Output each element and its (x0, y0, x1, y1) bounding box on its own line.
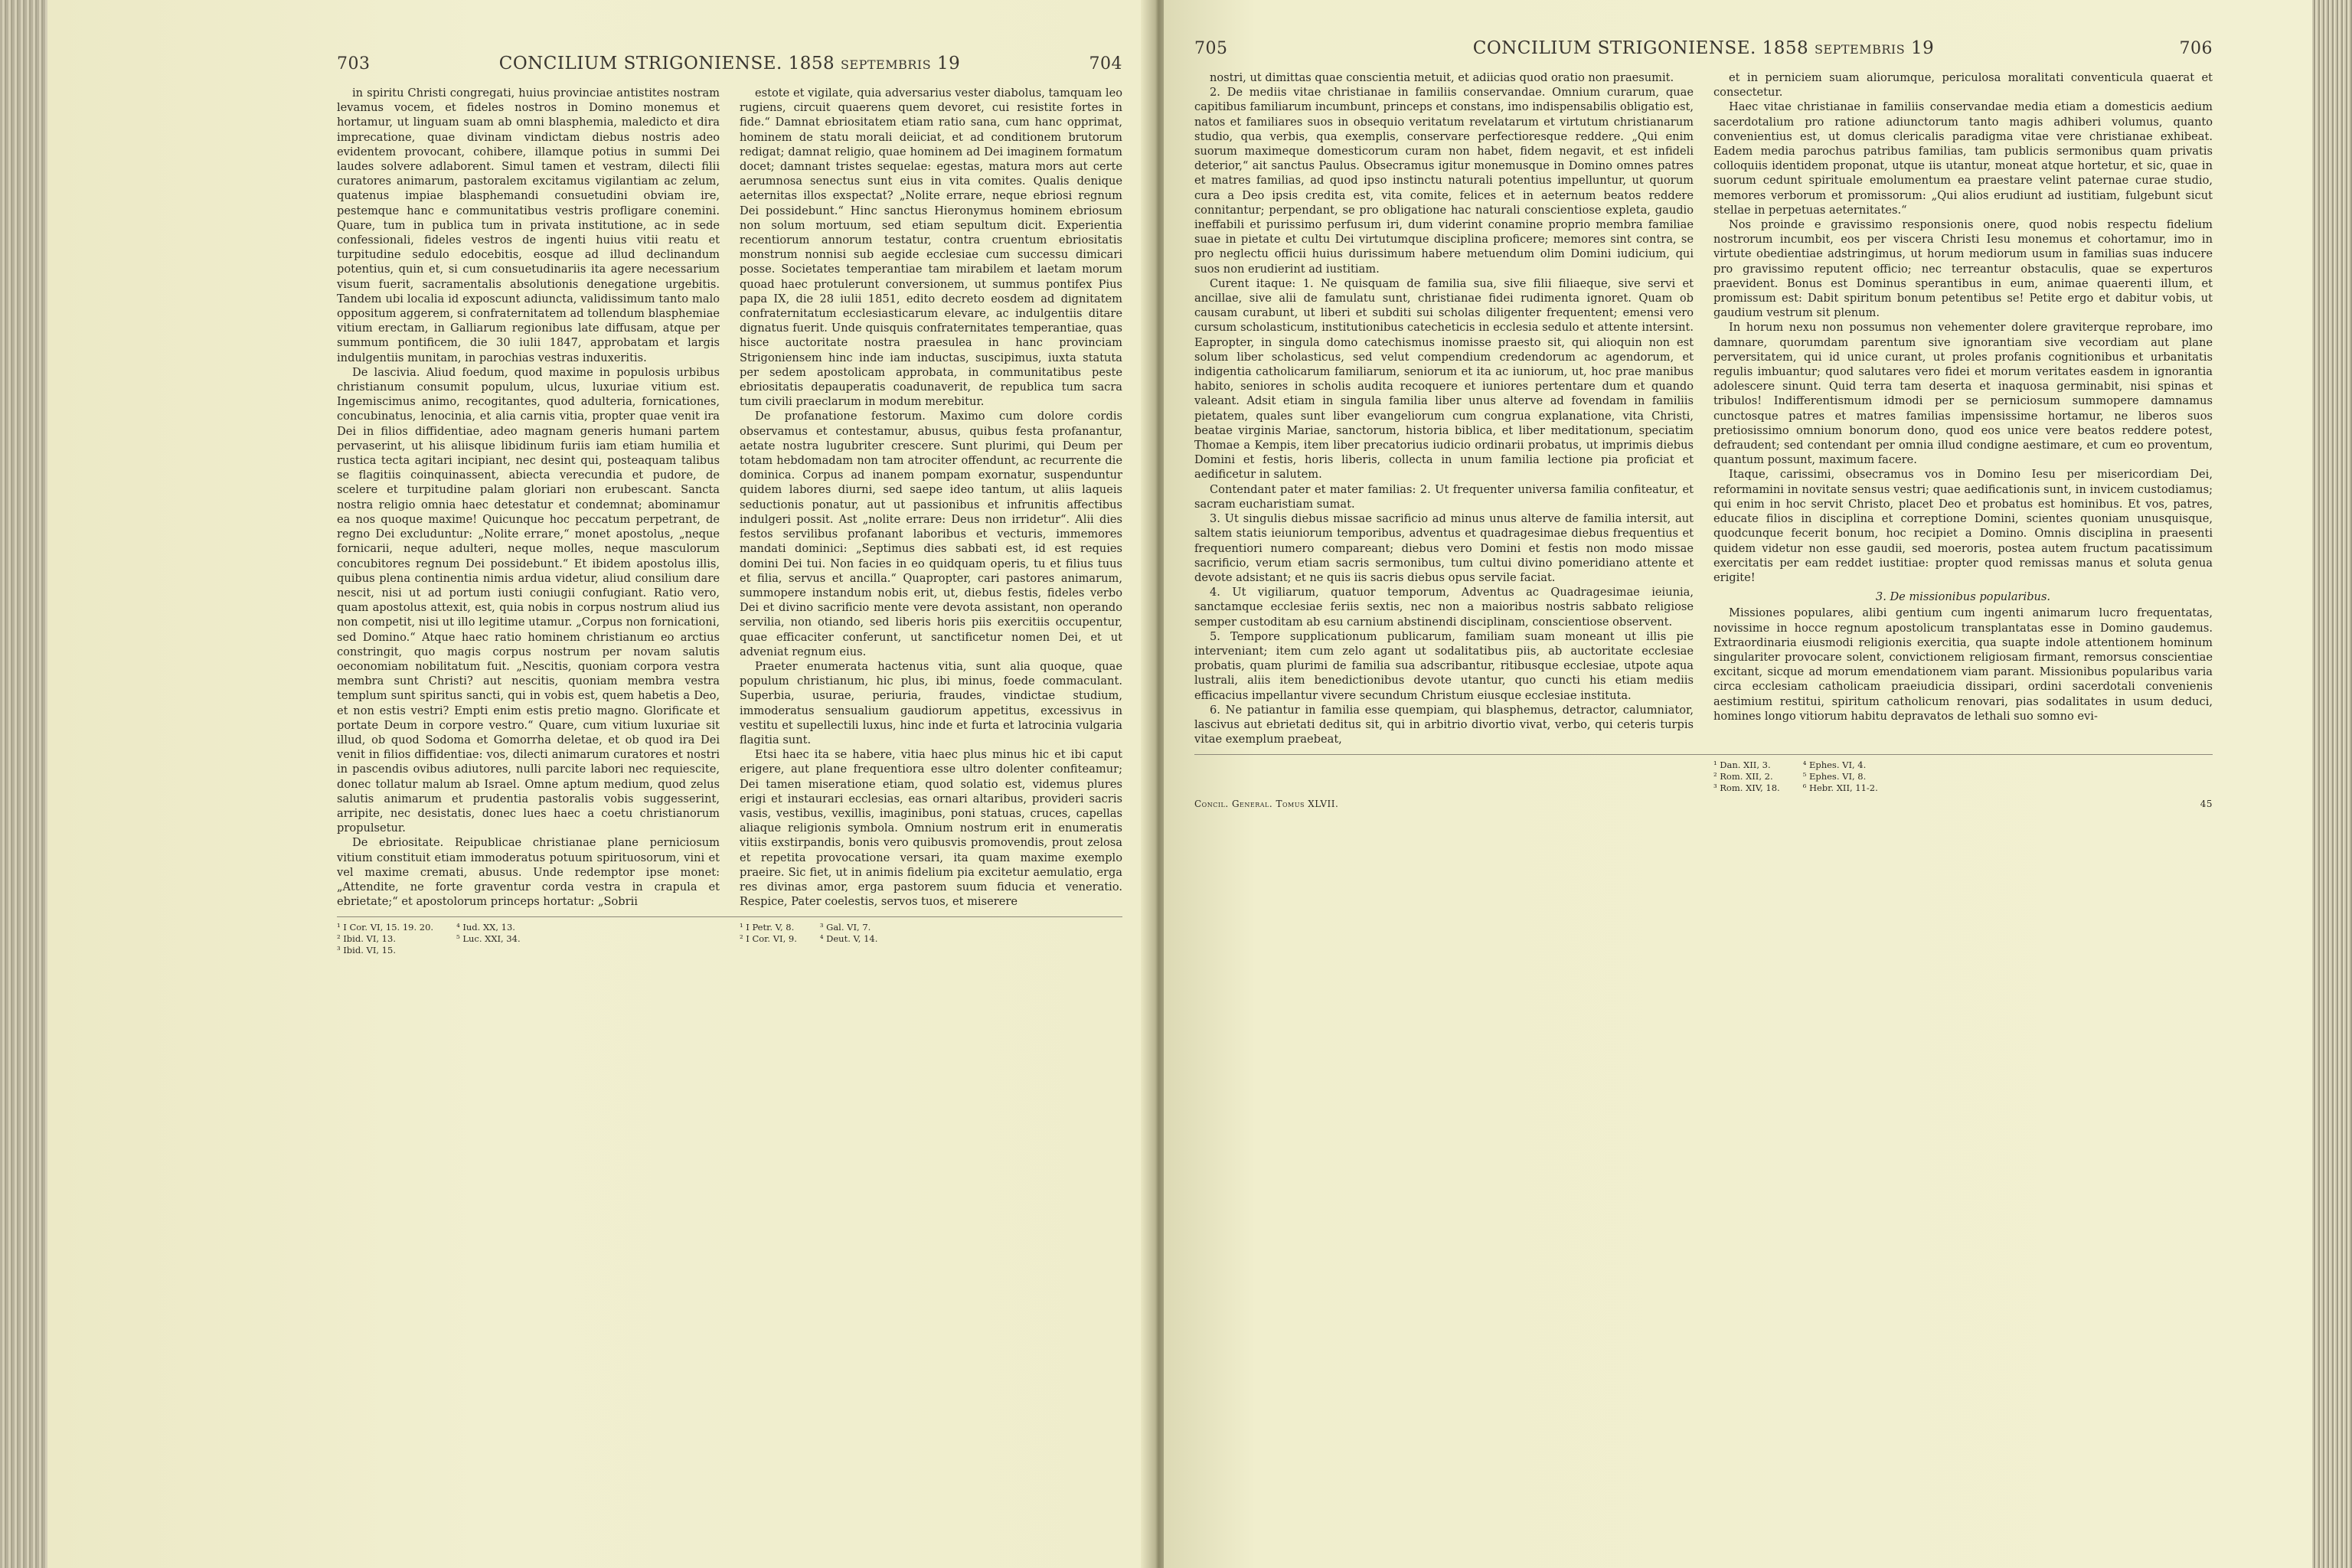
paragraph: Itaque, carissimi, obsecramus vos in Domino Iesu per misericordiam Dei, reformamini in novitate sensus vestri; quae aedificationis sunt, in invicem custodiamus; qui enim in hoc servit Christo, placet Deo et probatus est hominibus. Et vos, patres, educate filios in disciplina et correptione Domini, scientes quoniam unusquisque, quodcunque fecerit bonum, hoc recipiet a Domino. Omnis disciplina in praesenti quidem videtur non esse gaudii, sed moeroris, postea autem fructum pacatissimum exercitatis per eam reddet iustitiae: propter quod remissas manus et soluta genua erigite! (1713, 468, 2213, 584)
paragraph: 2. De mediis vitae christianae in familiis conservandae. Omnium curarum, quae capitibus familiarum incumbunt, princeps et constans, imo indispensabilis obligatio est, natos et familiares suos in obsequio veritatum revelatarum et virtutum christianarum studio, qua verbis, qua exemplis, conservare perfectioresque reddere. „Qui enim suorum maximeque domesticorum curam non habet, fidem negavit, et est infideli deterior,“ ait sanctus Paulus. Obsecramus igitur monemusque in Domino omnes patres et matres familias, ad quod ipso instinctu naturali potentius impelluntur, ut quorum cura a Deo ipsis credita est, vita comite, felices et in aeternum beatos reddere connitantur; perpendant, se pro obligatione hac naturali conscientiose expleta, gaudio ineffabili et purissimo perfusum iri, dum viderint conamine proprio membra familiae suae in pietate et cultu Dei virtutumque disciplina proficere; memores sint contra, se pro neglectu officii huius durissimum habere metuendum olim Domini iudicium, qui suos non erudierint ad iustitiam. (1194, 86, 1694, 276)
footnote-list (820, 922, 878, 956)
column-703 (337, 86, 720, 909)
footnote-list (1713, 760, 1780, 794)
footnote: ⁵ Luc. XXI, 34. (456, 933, 521, 945)
footnotes-left (337, 916, 1122, 956)
footnotes-right (1194, 754, 2213, 794)
paragraph: in spiritu Christi congregati, huius provinciae antistites nostram levamus vocem, et fideles nostros in Domino monemus et hortamur, ut linguam suam ab omni blasphemia, maledicto et dira imprecatione, quae divinam vindictam diebus nostris adeo evidentem provocant, cohibere, illamque potius in summi Dei laudes solvere adlaborent. Simul tamen et vestram, dilecti filii curatores animarum, pastoralem excitamus vigilantiam ac zelum, quatenus impiae blasphemandi consuetudini obviam ire, pestemque hanc e communitatibus vestris profligare conemini. Quare, tum in publica tum in privata institutione, ac in sede confessionali, fideles vestros de ingenti huius vitii reatu et turpitudine sedulo edocebitis, eosque ad illud declinandum potentius, quin et, si cum consuetudinariis ita agere necessarium visum fuerit, sacramentalis absolutionis denegatione urgebitis. Tandem ubi localia id exposcunt adiuncta, validissimum tanto malo oppositum aggerem, si confraternitatem ad tollendum blasphemiae vitium erectam, in Galliarum regionibus late diffusam, atque per summum pontificem, die 30 iulii 1847, approbatam et largis indulgentiis munitam, in parochias vestras induxeritis. (337, 87, 720, 364)
paragraph: 4. Ut vigiliarum, quatuor temporum, Adventus ac Quadragesimae ieiunia, sanctamque ecclesiae feriis sextis, nec non a maioribus nostris sabbato religiose semper custoditam ab esu carnium abstinendi disciplinam, conscientiose observent. (1194, 586, 1694, 629)
signature-mark: Concil. General. Tomus XLVII. (1194, 799, 1339, 810)
footnote-list (456, 922, 521, 956)
paragraph: De ebriositate. Reipublicae christianae plane perniciosum vitium constituit etiam immoderatus potuum spirituosorum, vini et vel maxime cremati, abusus. Unde redemptor ipse monet: „Attendite, ne forte graventur corda vestra in crapula et ebrietate;“ et apostolorum princeps hortatur: „Sobrii (337, 836, 720, 909)
running-title: CONCILIUM STRIGONIENSE. 1858 septembris 19 (1472, 38, 1935, 58)
column-705 (1194, 70, 1694, 746)
left-page (47, 0, 1150, 1568)
paragraph: Nos proinde e gravissimo responsionis onere, quod nobis respectu fidelium nostrorum incumbit, eos per viscera Christi Iesu monemus et cohortamur, imo in virtute obedientiae adstringimus, ut horum mediorum usum in familias suas inducere pro gravissimo reputent officio; nec terreantur obstaculis, quae se experturos praevident. Bonus est Dominus sperantibus in eum, animae quaerenti illum, et promissum est: Dabit spiritum bonum petentibus se! Petite ergo et dabitur vobis, ut gaudium vestrum sit plenum. (1713, 218, 2213, 320)
section-heading: 3. De missionibus popularibus. (1875, 590, 2051, 604)
footnote: ² I Cor. VI, 9. (740, 933, 797, 945)
column-704 (740, 86, 1122, 909)
paragraph: nostri, ut dimittas quae conscientia metuit, et adiicias quod oratio non praesumit. (1210, 71, 1674, 84)
footnote: ³ Gal. VI, 7. (819, 922, 871, 933)
paragraph: 3. Ut singulis diebus missae sacrificio ad minus unus alterve de familia intersit, aut saltem statis ieiuniorum temporibus, adventus et quadragesimae diebus frequentius et frequentiori numero compareant; diebus vero Domini et festis non modo missae sacrificio, verum etiam sacris sermonibus, tum cultui divino pomeridiano attente et devote adsistant; et ne quis iis sacris diebus opus servile faciat. (1194, 512, 1694, 584)
paragraph: Curent itaque: 1. Ne quisquam de familia sua, sive filii filiaeque, sive servi et ancillae, sive alii de famulatu sunt, christianae fidei rudimenta ignoret. Quam ob causam curabunt, ut liberi et subditi sui scholas diligenter frequentent; emensi vero cursum scholasticum, institutionibus catecheticis in ecclesia sedulo et attente intersint. Eapropter, in singula domo catechismus inomisse praesto sit, qui alioquin non est solum liber scholasticus, sed velut compendium credendorum ac agendorum, et indigentia catholicarum familiarum, seniorum et ita ac iuniorum, ut, hoc prae manibus habito, seniores in scholis audita recoquere et iuniores pertentare dum et quando valeant. Adsit etiam in singula familia liber unus alterve ad fovendam in familiis pietatem, quales sunt liber evangeliorum cum congrua explanatione, vita Christi, beatae virginis Mariae, sanctorum, historia biblica, et liber meditationum, speciatim Thomae a Kempis, item liber precatorius iudicio ordinarii probatus, ut imprimis diebus Domini et festis, horis liberis, collecta in unum familia lectione pia proficiat et aedificetur in salutem. (1194, 276, 1694, 482)
footnote: ⁵ Ephes. VI, 8. (1802, 771, 1867, 782)
running-head-left (337, 54, 1122, 74)
page-number-705: 705 (1194, 39, 1228, 58)
column-706 (1713, 70, 2213, 746)
footnote: ³ Rom. XIV, 18. (1713, 782, 1780, 794)
page-number-704: 704 (1089, 54, 1122, 74)
page-number-706: 706 (2179, 39, 2213, 58)
running-head-right (1194, 38, 2213, 58)
footnote: ³ Ibid. VI, 15. (337, 945, 396, 956)
paragraph: 6. Ne patiantur in familia esse quempiam, qui blasphemus, detractor, calumniator, lascivus aut ebrietati deditus sit, qui in arbitrio divortio vivat, verbo, qui ceteris turpis vitae exemplum praebeat, (1194, 703, 1694, 746)
footnote-list (740, 922, 797, 956)
paragraph: estote et vigilate, quia adversarius vester diabolus, tamquam leo rugiens, circuit quaerens quem devoret, cui resistite fortes in fide.“ Damnat ebriositatem etiam ratio sana, cum hanc opprimat, hominem de statu morali deiiciat, et ad conditionem brutorum redigat; damnat religio, quae hominem ad Dei imaginem formatum docet; damnant tristes sequelae: egestas, matura mors aut certe aerumnosa senectus sunt eius in vita comites. Qualis denique aeternitas illos exspectat? „Nolite errare, neque ebriosi regnum Dei possidebunt.“ Hinc sanctus Hieronymus hominem ebriosum non solum mortuum, sed etiam sepultum dicit. Experientia recentiorum annorum testatur, contra cruentum ebriositatis monstrum nonnisi sub aegide ecclesiae cum successu dimicari posse. Societates temperantiae tam mirabilem et laetam morum quoad haec protulerunt conversionem, ut summus pontifex Pius papa IX, die 28 iulii 1851, edito decreto eosdem ad dignitatem confraternitatum ecclesiasticarum elevare, ac indulgentiis ditare dignatus fuerit. Unde quisquis confraternitates temperantiae, quas hisce auctoritate nostra praesulea in hanc provinciam Strigoniensem hinc inde iam inductas, suscipimus, iuxta statuta per sedem apostolicam approbata, in communitatibus peste ebriositatis depauperatis coadunaverit, de republica tum sacra tum civili praeclarum in modum merebitur. (740, 87, 1122, 409)
paragraph: De profanatione festorum. Maximo cum dolore cordis observamus et contestamur, abusus, quibus festa profanantur, aetate nostra lugubriter crescere. Sunt plurimi, qui Deum per totam hebdomadam non tam atrociter offendunt, ac recurrente die dominica. Corpus ad inanem pompam exornatur, suspenduntur quidem labores diurni, sed saepe ideo tantum, ut aliis laqueis seductionis ponatur, aut ut passionibus et infrunitis affectibus indulgeri possit. Ast „nolite errare: Deus non irridetur“. Alii dies festos servilibus profanant laboribus et vecturis, immemores mandati dominici: „Septimus dies sabbati est, id est requies domini Dei tui. Non facies in eo quidquam operis, tu et filius tuus et filia, servus et ancilla.“ Quapropter, cari pastores animarum, summopere instandum nobis erit, ut, diebus festis, fideles verbo Dei et divino sacrificio mente vere devota assistant, non operando servilia, non otiando, sed liberis horis piis exercitiis occupentur, quae efficaciter conferunt, ut sanctificetur nomen Dei, et ut adveniat regnum eius. (740, 410, 1122, 658)
running-title: CONCILIUM STRIGONIENSE. 1858 septembris 19 (498, 54, 961, 74)
footnote: ⁶ Hebr. XII, 11-2. (1802, 782, 1878, 794)
paragraph: et in perniciem suam aliorumque, periculosa moralitati conventicula quaerat et consectetur. (1713, 71, 2213, 100)
book-page-edges-right (2312, 0, 2352, 1568)
paragraph: In horum nexu non possumus non vehementer dolere graviterque reprobare, imo damnare, quorumdam parentum sive ignorantiam sive vecordiam aut plane perversitatem, qui id unice curant, ut proles profanis cognitionibus et urbanitatis regulis imbuantur; quod salutares vero fidei et morum veritates easdem in ignorantia adolescere sinunt. Quid terra tam deserta et inaquosa germinabit, nisi spinas et tribulos! Indifferentismum idmodi per se perniciosum summopere damnamus cunctosque patres et matres familias impensissime hortamur, ne liberos suos pretiosissimo omnium bonorum dono, quod eos unice vere beatos reddere potest, defraudent; sed contendant per omnia illud condigne aestimare, et cum eo proventum, quantum possunt, maximum facere. (1713, 321, 2213, 467)
footnote-list (337, 922, 433, 956)
footnote: ¹ I Petr. V, 8. (740, 922, 795, 933)
text-columns (1194, 70, 2213, 746)
paragraph: De lascivia. Aliud foedum, quod maxime in populosis urbibus christianum consumit populum, ulcus, luxuriae vitium est. Ingemiscimus animo, recogitantes, quod adulteria, fornicationes, concubinatus, lenocinia, et alia carnis vitia, propter quae venit ira Dei in filios diffidentiae, adeo magnam generis humani partem pervaserint, ut his aliisque libidinum furiis iam etiam humilia et rustica tecta agitari incipiant, nec desint qui, posteaquam talibus se flagitiis coinquinassent, abiecta verecundia et pudore, de scelere et turpitudine palam gloriari non erubescant. Sancta nostra religio omnia haec detestatur et condemnat; abominamur ea nos quoque maxime! Quicunque hoc peccatum perpetrant, de regno Dei excluduntur: „Nolite errare,“ monet apostolus, „neque fornicarii, neque adulteri, neque molles, neque masculorum concubitores regnum Dei possidebunt.“ Et ibidem apostolus illis, quibus plena continentia nimis ardua videtur, aliud consilium dare nescit, nisi ut ad portum iusti coniugii confugiant. Ratio vero, quam apostolus attexit, est, quia nobis in corpus nostrum aliud ius non competit, nisi ut illo legitime utamur. „Corpus non fornicationi, sed Domino.“ Atque haec ratio hominem christianum eo arctius constringit, quo magis corpus nostrum per novam salutis oeconomiam nobilitatum fuit. „Nescitis, quoniam corpora vestra membra sunt Christi? aut nescitis, quoniam membra vestra templum sunt spiritus sancti, qui in vobis est, quem habetis a Deo, et non estis vestri? Empti enim estis pretio magno. Glorificate et portate Deum in corpore vestro.“ Quare, cum vitium luxuriae sit illud, ob quod Sodoma et Gomorrha deletae, et ob quod ira Dei venit in filios diffidentiae: vos, dilecti animarum curatores et nostri in pascendis ovibus adiutores, nulli parcite labori nec requiescite, donec tollatur malum ab Israel. Omne aptum medium, quod zelus salutis animarum et prudentia pastoralis vobis suggesserint, arripite, nec desistatis, donec lues haec a coetu christianorum propulsetur. (337, 365, 720, 835)
footnote: ¹ I Cor. VI, 15. 19. 20. (337, 922, 434, 933)
paragraph: Contendant pater et mater familias: 2. Ut frequenter universa familia confiteatur, et sacram eucharistiam sumat. (1194, 482, 1694, 511)
footnote: ⁴ Iud. XX, 13. (456, 922, 515, 933)
right-page (1164, 0, 2312, 1568)
page-number-703: 703 (337, 54, 371, 74)
paragraph: Praeter enumerata hactenus vitia, sunt alia quoque, quae populum christianum, hic plus, ibi minus, foede commaculant. Superbia, usurae, periuria, fraudes, vindictae studium, immoderatus sensualium gaudiorum appetitus, excessivus in vestitu et supellectili luxus, hinc inde et furta et latrocinia vulgaria flagitia sunt. (740, 659, 1122, 746)
footnote: ² Rom. XII, 2. (1713, 771, 1773, 782)
book-page-edges-left (0, 0, 47, 1568)
paragraph: 5. Tempore supplicationum publicarum, familiam suam moneant ut illis pie interveniant; item cum zelo agant ut sodalitatibus piis, ab auctoritate ecclesiae probatis, quam plurimi de familia sua adscribantur, ritibusque ecclesiae, utpote aqua lustrali, aliis item benedictionibus devote utantur, quo cuncti his etiam mediis efficacius impellantur vivere secundum Christum eiusque ecclesiae instituta. (1194, 629, 1694, 702)
footnote: ⁴ Ephes. VI, 4. (1802, 760, 1867, 771)
footnote: ⁴ Deut. V, 14. (819, 933, 878, 945)
paragraph: Haec vitae christianae in familiis conservandae media etiam a domesticis aedium sacerdotalium pro ratione adiunctorum tanto magis adhiberi volumus, quanto convenientius est, ut domus clericalis paradigma vitae vere christianae exhibeat. Eadem media parochus patribus familias, tam publicis sermonibus quam privatis colloquiis identidem proponat, utque iis utantur, moneat atque hortetur, et sic, quae in suorum cedunt spirituale emolumentum ea praestare velint paternae curae studio, memores verborum et promissorum: „Qui alios erudiunt ad iustitiam, fulgebunt sicut stellae in perpetuas aeternitates.“ (1713, 100, 2213, 217)
footnote: ² Ibid. VI, 13. (337, 933, 396, 945)
footnote: ¹ Dan. XII, 3. (1713, 760, 1771, 771)
text-columns (337, 86, 1122, 909)
paragraph: Missiones populares, alibi gentium cum ingenti animarum lucro frequentatas, novissime in hocce regnum apostolicum transplantatas esse in Domino gaudemus. Extraordinaria eiusmodi religionis exercitia, qua suapte indole attentionem hominum singulariter provocare solent, convictionem religiosam firmant, remorsus conscientiae excitant, sicque ad morum emendationem viam parant. Missionibus popularibus varia circa ecclesiam catholicam praeiudicia dissipari, ordini sacerdotali convenienis aestimium restitui, spiritum catholicum renovari, pias sodalitates in usum deduci, homines longo vitiorum habitu depravatos de lethali suo somno evi- (1713, 606, 2213, 723)
signature-line (1194, 799, 2213, 809)
signature-number: 45 (2200, 799, 2213, 810)
paragraph: Etsi haec ita se habere, vitia haec plus minus hic et ibi caput erigere, aut plane frequentiora esse ultro dolenter confiteamur; Dei tamen miseratione etiam, quod solatio est, videmus plures erigi et instaurari ecclesias, eas ornari altaribus, provideri sacris vasis, vestibus, vexillis, imaginibus, poni statuas, cruces, capellas aliaque religionis symbola. Omnium nostrum erit in enumeratis vitiis exstirpandis, bonis vero quibusvis promovendis, prout zelosa et repetita provocatione versari, ita quam maxime exemplo praeire. Sic fiet, ut in animis fidelium pia excitetur aemulatio, erga res divinas amor, erga pastorem suum fiducia et veneratio. Respice, Pater coelestis, servos tuos, et miserere (740, 748, 1122, 909)
footnote-list (1803, 760, 1878, 794)
